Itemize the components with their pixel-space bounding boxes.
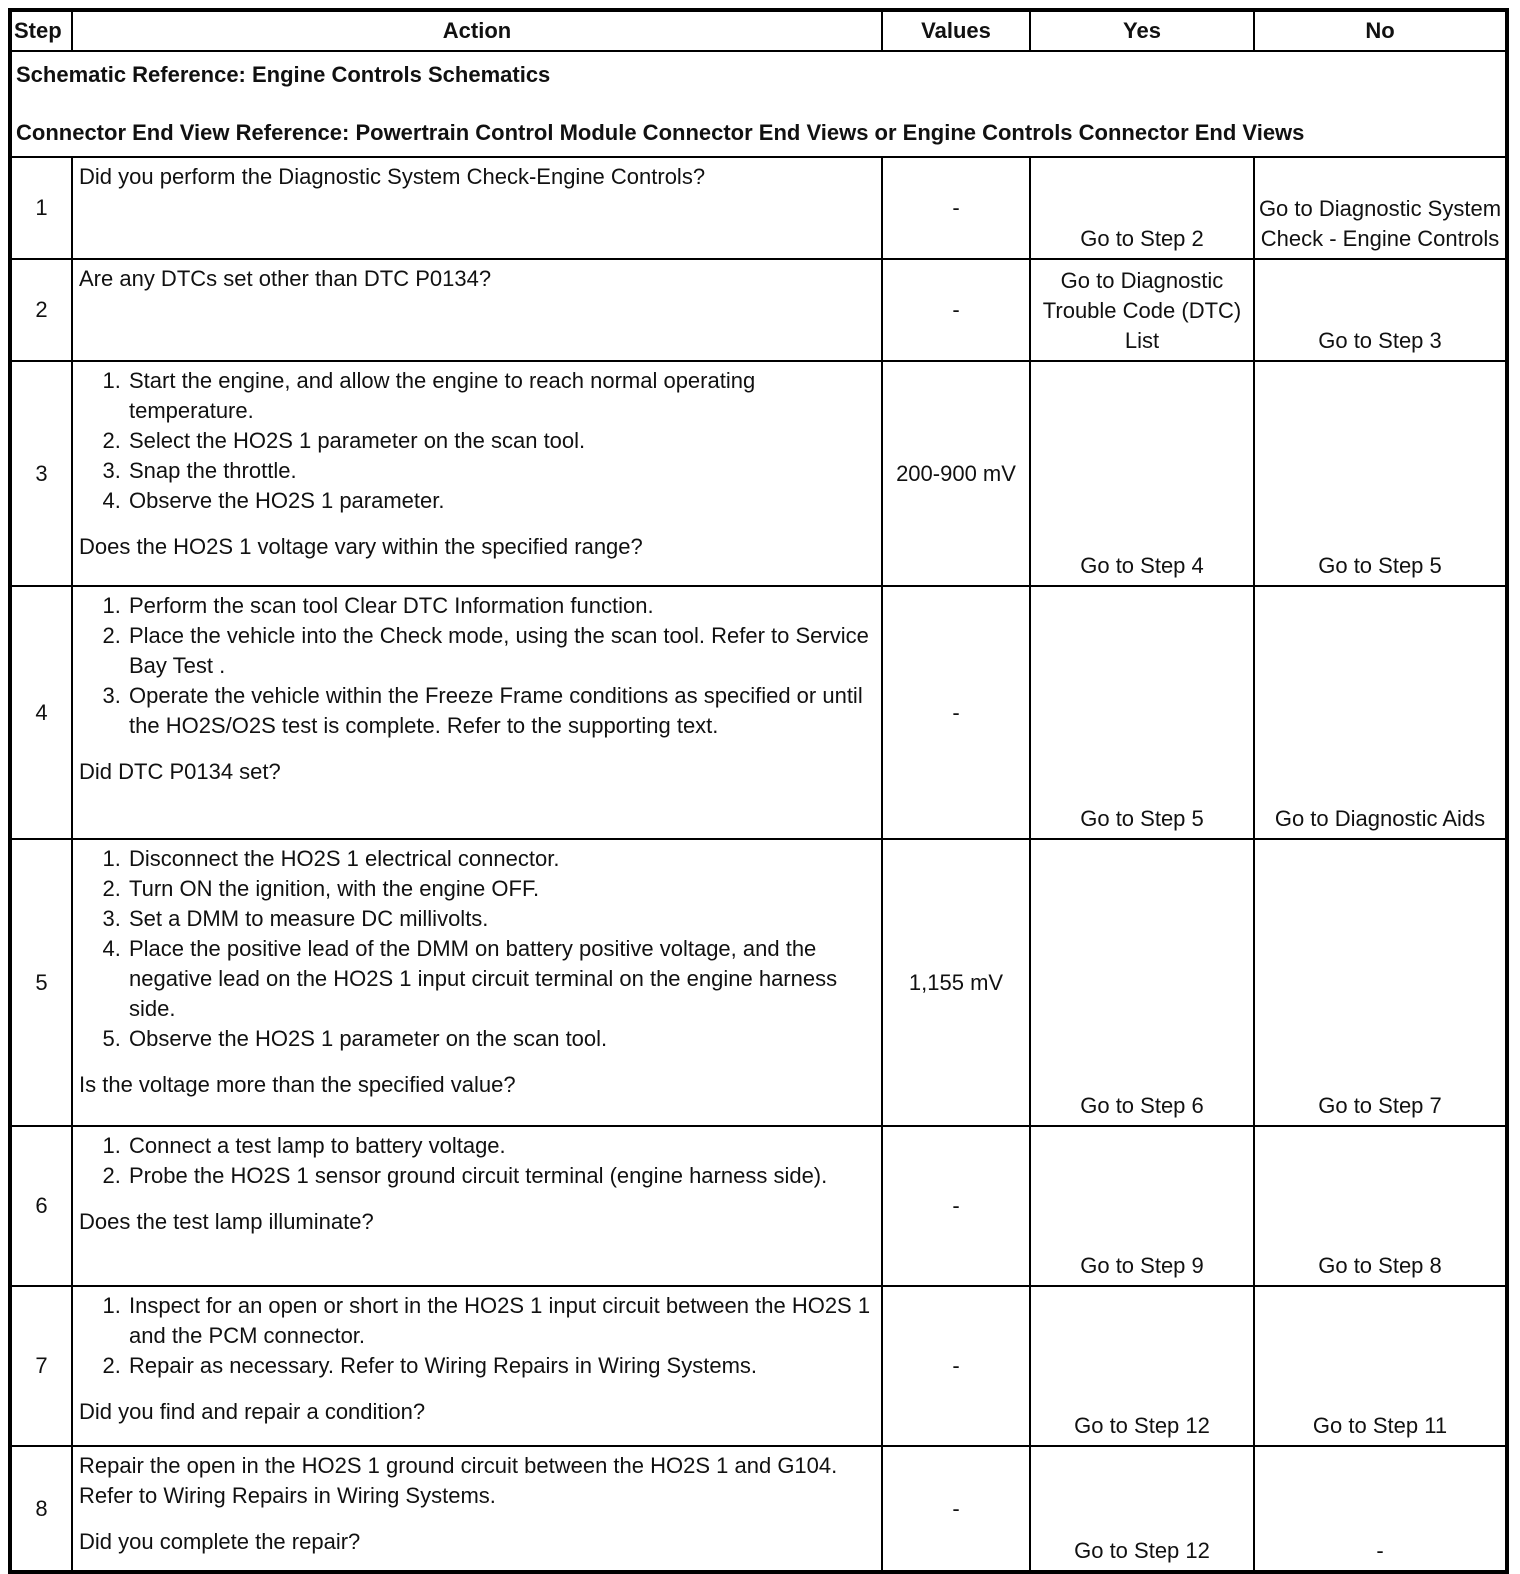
action-text: Are any DTCs set other than DTC P0134? [79,266,492,291]
header-values: Values [882,10,1030,51]
list-item: 3. Operate the vehicle within the Freeze Frame conditions as specified or until the HO2S/O2S test is complete. Refer to the supporting text. [127,681,875,741]
step-number: 3 [10,361,72,586]
action-question: Did you complete the repair? [79,1529,361,1554]
diagnostic-table [8,8,1509,1574]
header-yes: Yes [1030,10,1254,51]
table-row [10,839,1507,1126]
step-number: 1 [10,157,72,259]
list-item: 2. Probe the HO2S 1 sensor ground circuit terminal (engine harness side). [127,1161,875,1191]
list-item: 2. Turn ON the ignition, with the engine OFF. [127,874,875,904]
table-row [10,1126,1507,1286]
list-item: 1. Connect a test lamp to battery voltage. [127,1131,875,1161]
list-item: 2. Select the HO2S 1 parameter on the scan tool. [127,426,875,456]
action-cell [72,361,882,586]
no-cell: Go to Step 11 [1254,1286,1507,1446]
action-cell [72,839,882,1126]
values-cell: - [882,259,1030,361]
action-question: Does the test lamp illuminate? [79,1209,374,1234]
action-steps [79,366,875,516]
step-number: 6 [10,1126,72,1286]
action-question: Did DTC P0134 set? [79,759,281,784]
values-cell: - [882,1446,1030,1572]
yes-cell: Go to Step 9 [1030,1126,1254,1286]
action-steps [79,844,875,1054]
list-item: 2. Place the vehicle into the Check mode, using the scan tool. Refer to Service Bay Test . [127,621,875,681]
table-row [10,1286,1507,1446]
step-number: 8 [10,1446,72,1572]
list-item: 5. Observe the HO2S 1 parameter on the scan tool. [127,1024,875,1054]
no-cell: Go to Step 5 [1254,361,1507,586]
values-cell: - [882,586,1030,839]
list-item: 2. Repair as necessary. Refer to Wiring Repairs in Wiring Systems. [127,1351,875,1381]
list-item: 4. Place the positive lead of the DMM on battery positive voltage, and the negative lead on the HO2S 1 input circuit terminal on the engine harness side. [127,934,875,1024]
reference-cell [10,51,1507,157]
no-cell: Go to Step 7 [1254,839,1507,1126]
values-cell: - [882,1286,1030,1446]
yes-cell: Go to Step 12 [1030,1446,1254,1572]
yes-cell: Go to Step 6 [1030,839,1254,1126]
diagnostic-page [8,8,1505,1574]
table-row [10,586,1507,839]
no-cell: - [1254,1446,1507,1572]
header-action: Action [72,10,882,51]
table-row [10,361,1507,586]
list-item: 1. Start the engine, and allow the engine to reach normal operating temperature. [127,366,875,426]
schematic-reference: Schematic Reference: Engine Controls Schematics [16,62,551,87]
action-cell [72,1286,882,1446]
step-number: 4 [10,586,72,839]
action-cell [72,1126,882,1286]
list-item: 3. Snap the throttle. [127,456,875,486]
list-item: 1. Disconnect the HO2S 1 electrical connector. [127,844,875,874]
header-no: No [1254,10,1507,51]
action-text: Did you perform the Diagnostic System Check-Engine Controls? [79,164,706,189]
step-number: 7 [10,1286,72,1446]
no-cell: Go to Diagnostic System Check - Engine Controls [1254,157,1507,259]
action-steps [79,591,875,741]
no-cell: Go to Step 8 [1254,1126,1507,1286]
step-number: 5 [10,839,72,1126]
list-item: 1. Perform the scan tool Clear DTC Information function. [127,591,875,621]
reference-row [10,51,1507,157]
values-cell: - [882,1126,1030,1286]
list-item: 3. Set a DMM to measure DC millivolts. [127,904,875,934]
action-text: Repair the open in the HO2S 1 ground circuit between the HO2S 1 and G104. Refer to Wiring Repairs in Wiring Systems. [79,1453,838,1508]
step-number: 2 [10,259,72,361]
yes-cell: Go to Step 2 [1030,157,1254,259]
header-row [10,10,1507,51]
header-step: Step [10,10,72,51]
list-item: 1. Inspect for an open or short in the HO2S 1 input circuit between the HO2S 1 and the PCM connector. [127,1291,875,1351]
connector-reference: Connector End View Reference: Powertrain Control Module Connector End Views or Engine Controls Connector End Views [16,120,1305,145]
action-cell [72,1446,882,1572]
action-question: Is the voltage more than the specified value? [79,1072,516,1097]
list-item: 4. Observe the HO2S 1 parameter. [127,486,875,516]
table-row [10,157,1507,259]
action-steps [79,1291,875,1381]
table-row [10,1446,1507,1572]
no-cell: Go to Diagnostic Aids [1254,586,1507,839]
values-cell: 200-900 mV [882,361,1030,586]
action-steps [79,1131,875,1191]
values-cell: 1,155 mV [882,839,1030,1126]
action-cell [72,586,882,839]
action-cell [72,259,882,361]
no-cell: Go to Step 3 [1254,259,1507,361]
action-cell [72,157,882,259]
action-question: Did you find and repair a condition? [79,1399,426,1424]
yes-cell: Go to Step 12 [1030,1286,1254,1446]
yes-cell: Go to Step 4 [1030,361,1254,586]
table-row [10,259,1507,361]
action-question: Does the HO2S 1 voltage vary within the specified range? [79,534,643,559]
yes-cell: Go to Step 5 [1030,586,1254,839]
yes-cell: Go to Diagnostic Trouble Code (DTC) List [1030,259,1254,361]
values-cell: - [882,157,1030,259]
